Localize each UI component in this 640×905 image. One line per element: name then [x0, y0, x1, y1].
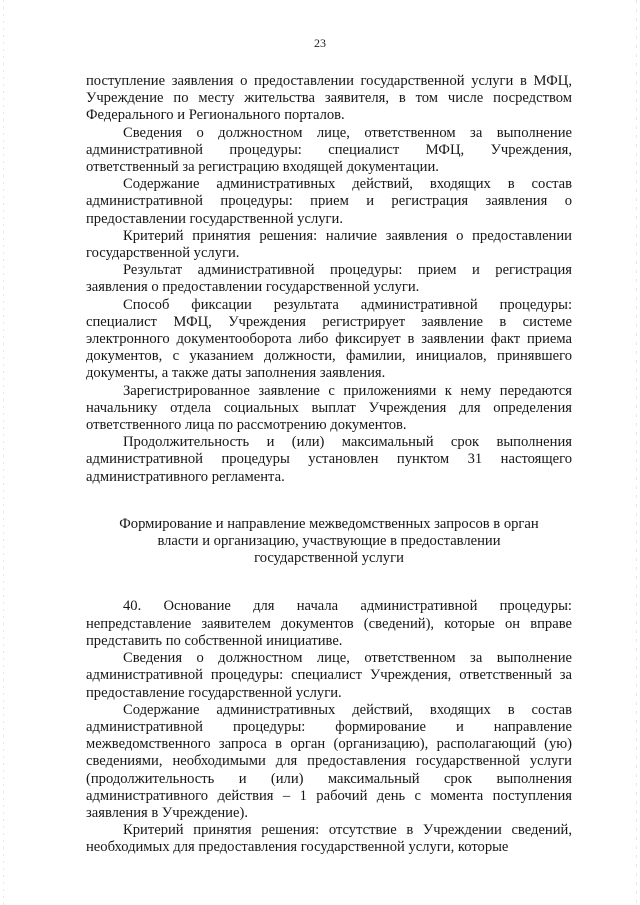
scan-edge-left — [3, 0, 4, 905]
paragraph: Продолжительность и (или) максимальный срок выполнения административной процедуры установлен пунктом 31 настоящего административного регламента. — [86, 434, 572, 485]
paragraph: Сведения о должностном лице, ответственном за выполнение административной процедуры: специалист МФЦ, Учреждения, ответственный за регистрацию входящей документации. — [86, 124, 572, 176]
document-body — [86, 73, 572, 857]
paragraph: поступление заявления о предоставлении государственной услуги в МФЦ, Учреждение по месту жительства заявителя, в том числе посредством Федерального и Регионального порталов. — [86, 73, 572, 124]
paragraph: 40. Основание для начала административной процедуры: непредставление заявителем документов (сведений), которые он вправе представить по собственной инициативе. — [86, 598, 572, 649]
paragraph: Критерий принятия решения: наличие заявления о предоставлении государственной услуги. — [86, 227, 572, 262]
paragraph: Критерий принятия решения: отсутствие в Учреждении сведений, необходимых для предоставления государственной услуги, которые — [86, 822, 572, 856]
paragraph: Содержание административных действий, входящих в состав административной процедуры: прием и регистрация заявления о предоставлении государственной услуги. — [86, 176, 572, 227]
paragraph: Содержание административных действий, входящих в состав административной процедуры: формирование и направление межведомственного запроса в орган (организацию), располагающий (ую) сведениями, необходимыми для предоставления государственной услуги (продолжительность и (или) максимальный срок выполнения административного действия – 1 рабочий день с момента поступления заявления в Учреждение). — [86, 701, 572, 821]
paragraph: Зарегистрированное заявление с приложениями к нему передаются начальнику отдела социальных выплат Учреждения для определения ответственного лица по рассмотрению документов. — [86, 382, 572, 434]
section-heading-line: государственной услуги — [254, 550, 404, 567]
paragraph: Результат административной процедуры: прием и регистрация заявления о предоставлении государственной услуги. — [86, 262, 572, 296]
paragraph: Сведения о должностном лице, ответственном за выполнение административной процедуры: специалист Учреждения, ответственный за предоставление государственной услуги. — [86, 650, 572, 701]
paragraph: Способ фиксации результата административной процедуры: специалист МФЦ, Учреждения регистрирует заявление в системе электронного документооборота либо фиксирует в заявлении факт приема документов, с указанием должности, фамилии, инициалов, принявшего документы, а также даты заполнения заявления. — [86, 296, 572, 382]
scan-edge-right — [636, 0, 637, 905]
section-heading-line: власти и организацию, участвующие в предоставлении — [157, 533, 501, 550]
page-number: 23 — [314, 36, 326, 50]
section-heading — [86, 516, 572, 568]
section-heading-line: Формирование и направление межведомственных запросов в орган — [119, 515, 539, 532]
